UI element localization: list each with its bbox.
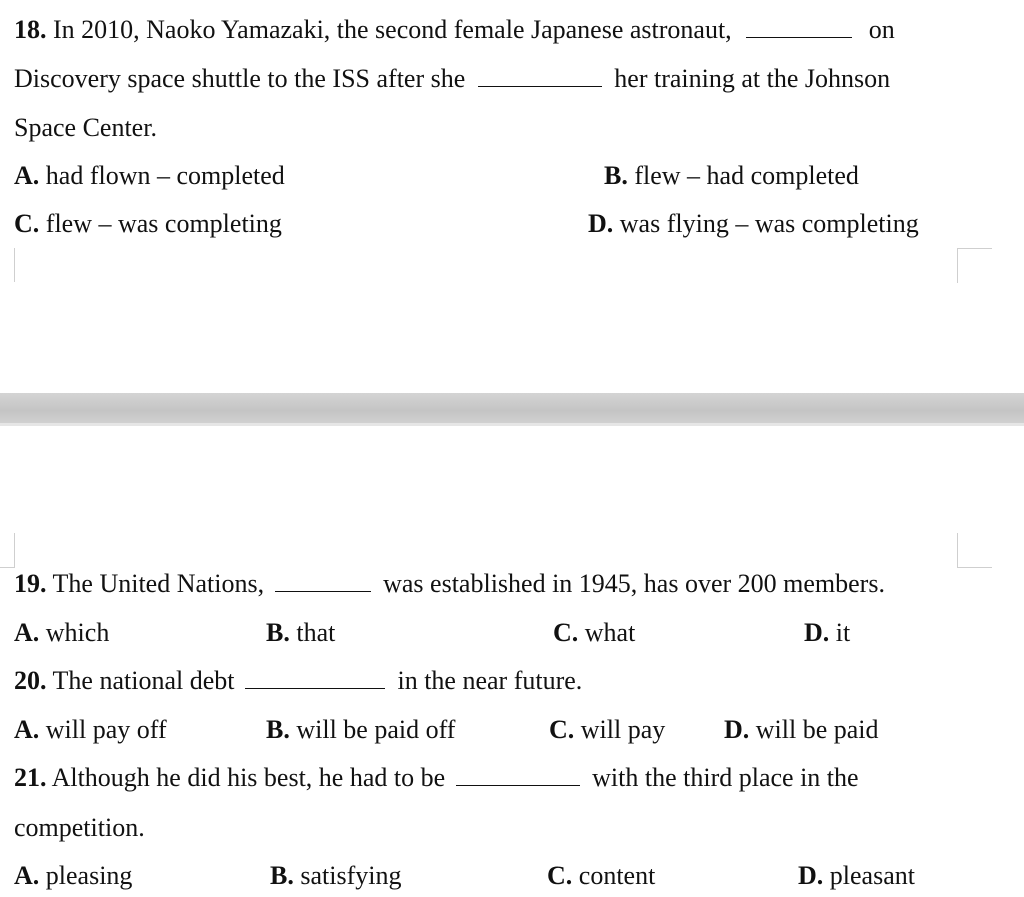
question-21-line-2	[14, 812, 145, 844]
option-letter: B.	[604, 161, 628, 190]
question-number: 19.	[14, 569, 47, 598]
option-text: satisfying	[300, 861, 402, 890]
margin-corner-mark	[0, 248, 15, 282]
option-letter: D.	[804, 618, 830, 647]
option-c	[14, 208, 282, 240]
answer-blank	[746, 15, 852, 38]
option-b	[604, 160, 859, 192]
question-text: her training at the Johnson	[614, 64, 891, 93]
option-d	[724, 714, 879, 746]
question-text: Space Center.	[14, 113, 157, 142]
option-a	[14, 714, 167, 746]
option-letter: C.	[553, 618, 579, 647]
option-a	[14, 617, 109, 649]
option-letter: B.	[266, 618, 290, 647]
option-text: will pay off	[45, 715, 167, 744]
option-a	[14, 860, 132, 892]
question-text: on	[868, 15, 895, 44]
option-b	[266, 617, 335, 649]
option-text: had flown – completed	[45, 161, 285, 190]
option-text: it	[835, 618, 851, 647]
question-text: was established in 1945, has over 200 members.	[383, 569, 885, 598]
option-text: pleasant	[829, 861, 915, 890]
option-text: will be paid off	[296, 715, 456, 744]
question-18-line-1	[14, 14, 895, 46]
margin-corner-mark	[957, 533, 992, 568]
margin-corner-mark	[0, 533, 15, 568]
option-letter: D.	[588, 209, 614, 238]
option-text: flew – had completed	[634, 161, 859, 190]
margin-corner-mark	[957, 248, 992, 283]
option-c	[549, 714, 665, 746]
page-break-shadow	[0, 423, 1024, 426]
option-b	[266, 714, 455, 746]
option-text: content	[578, 861, 656, 890]
option-c	[553, 617, 635, 649]
question-21-line-1	[14, 762, 859, 794]
answer-blank	[456, 763, 580, 786]
option-d	[804, 617, 850, 649]
option-letter: D.	[798, 861, 824, 890]
question-18-line-2	[14, 63, 890, 95]
option-text: which	[45, 618, 110, 647]
option-letter: B.	[270, 861, 294, 890]
option-text: was flying – was completing	[619, 209, 919, 238]
question-text: with the third place in the	[592, 763, 859, 792]
question-number: 20.	[14, 666, 47, 695]
option-letter: C.	[547, 861, 573, 890]
answer-blank	[245, 666, 385, 689]
option-letter: B.	[266, 715, 290, 744]
option-text: flew – was completing	[45, 209, 282, 238]
option-text: will be paid	[755, 715, 879, 744]
question-text: Discovery space shuttle to the ISS after she	[14, 64, 466, 93]
answer-blank	[275, 569, 371, 592]
question-number: 21.	[14, 763, 47, 792]
option-letter: A.	[14, 161, 40, 190]
option-text: that	[296, 618, 336, 647]
option-a	[14, 160, 285, 192]
question-20-line	[14, 665, 582, 697]
question-18-line-3	[14, 112, 157, 144]
question-number: 18.	[14, 15, 47, 44]
question-text: competition.	[14, 813, 145, 842]
option-b	[270, 860, 401, 892]
question-text: in the near future.	[397, 666, 583, 695]
question-19-line	[14, 568, 885, 600]
option-text: will pay	[580, 715, 666, 744]
option-letter: C.	[549, 715, 575, 744]
option-text: pleasing	[45, 861, 133, 890]
question-text: In 2010, Naoko Yamazaki, the second female Japanese astronaut,	[53, 15, 732, 44]
option-letter: C.	[14, 209, 40, 238]
option-letter: A.	[14, 618, 40, 647]
option-letter: A.	[14, 861, 40, 890]
option-c	[547, 860, 655, 892]
option-text: what	[584, 618, 636, 647]
option-letter: D.	[724, 715, 750, 744]
option-d	[588, 208, 919, 240]
option-letter: A.	[14, 715, 40, 744]
question-text: Although he did his best, he had to be	[51, 763, 446, 792]
question-text: The United Nations,	[52, 569, 265, 598]
answer-blank	[478, 64, 602, 87]
page-break-gap	[0, 393, 1024, 423]
question-text: The national debt	[52, 666, 235, 695]
option-d	[798, 860, 915, 892]
